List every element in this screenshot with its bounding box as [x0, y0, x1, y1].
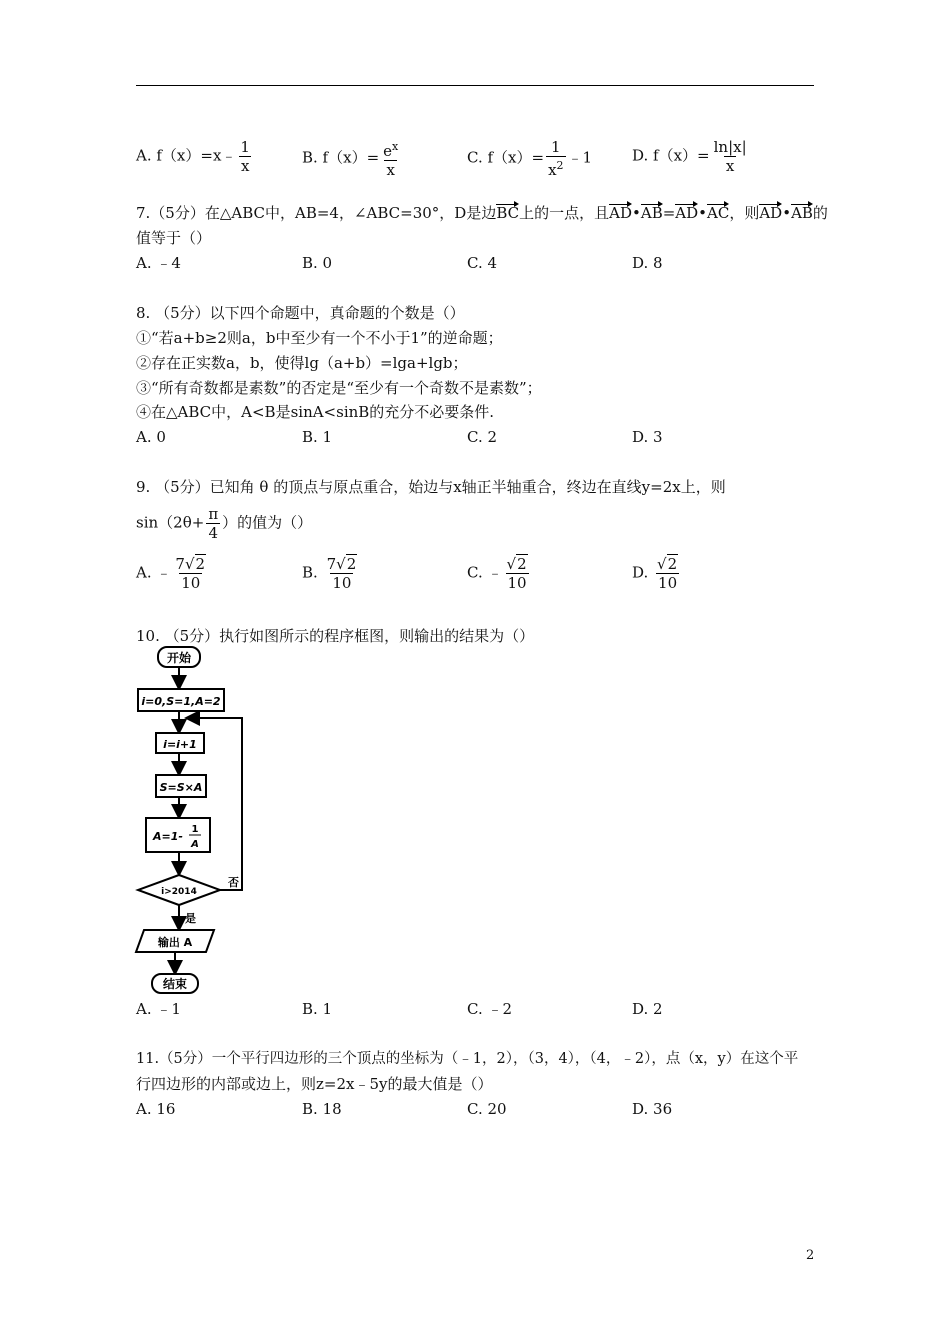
q9-option-c: C. ﹣ $\frac{√2}{10}$: [467, 555, 527, 592]
flow-step2-text: S=S×A: [159, 781, 203, 794]
q9-option-a: A. ﹣ $\frac{7√2}{10}$: [136, 555, 206, 592]
flow-step3-den: A: [191, 839, 199, 850]
flow-start-text: 开始: [166, 651, 192, 665]
vector-bc: BC: [496, 204, 520, 222]
q8-stem: 8. （5分）以下四个命题中，真命题的个数是（）: [136, 304, 465, 322]
flow-output-text: 输出 A: [157, 936, 193, 949]
q10-option-a: A. ﹣1: [136, 1000, 181, 1018]
flow-condition-text: i>2014: [161, 887, 197, 897]
q11-option-c: C. 20: [467, 1100, 507, 1118]
flow-step1-text: i=i+1: [163, 738, 197, 751]
q11-option-b: B. 18: [302, 1100, 342, 1118]
flow-step3-num: 1: [191, 824, 199, 835]
q8-option-d: D. 3: [632, 428, 663, 446]
q7-option-a: A. ﹣4: [136, 254, 181, 272]
q8-item-2: ②存在正实数a，b，使得lg（a+b）=lga+lgb；: [136, 354, 468, 372]
q11-option-a: A. 16: [136, 1100, 176, 1118]
q7-option-d: D. 8: [632, 254, 663, 272]
q7-stem: 7.（5分）在△ABC中，AB=4，∠ABC=30°，D是边BC上的一点，且AD•AB=AD•AC，则AD•AB的: [136, 204, 828, 222]
q7-option-b: B. 0: [302, 254, 333, 272]
header-rule: [136, 85, 814, 86]
q8-option-c: C. 2: [467, 428, 498, 446]
q11-stem-cont: 行四边形的内部或边上，则z=2x﹣5y的最大值是（）: [136, 1075, 493, 1093]
q9-stem: 9. （5分）已知角 θ 的顶点与原点重合，始边与x轴正半轴重合，终边在直线y=2x上，则: [136, 478, 726, 496]
q10-option-d: D. 2: [632, 1000, 663, 1018]
q9-expression: sin（2θ+ $\frac{\pi}{4}$ ）的值为（）: [136, 505, 313, 542]
q9-option-d: D. $\frac{√2}{10}$: [632, 555, 678, 592]
q11-stem: 11.（5分）一个平行四边形的三个顶点的坐标为（﹣1，2），（3，4），（4，﹣2），点（x，y）在这个平: [136, 1051, 799, 1067]
q9-option-b: B. $\frac{7√2}{10}$: [302, 555, 357, 592]
flow-step3-text: A=1-: [153, 830, 183, 843]
q10-flowchart: [130, 645, 260, 995]
q8-option-b: B. 1: [302, 428, 333, 446]
page-number: 2: [806, 1248, 815, 1263]
q10-stem: 10. （5分）执行如图所示的程序框图，则输出的结果为（）: [136, 627, 535, 645]
q8-item-1: ①“若a+b≥2则a，b中至少有一个不小于1”的逆命题；: [136, 329, 503, 347]
q8-item-3: ③“所有奇数都是素数”的否定是“至少有一个奇数不是素数”；: [136, 379, 542, 397]
q7-stem-cont: 值等于（）: [136, 229, 212, 247]
q11-option-d: D. 36: [632, 1100, 673, 1118]
flow-yes-label: 是: [185, 912, 196, 925]
flow-init-text: i=0,S=1,A=2: [141, 695, 221, 708]
q6-option-c: C. f（x）= $\frac{1}{x^2}$ ﹣1: [467, 138, 593, 179]
q7-option-c: C. 4: [467, 254, 498, 272]
q8-option-a: A. 0: [136, 428, 166, 446]
flow-no-label: 否: [228, 876, 239, 889]
q6-option-d: D. f（x）= $\frac{\ln|x|}{x}$: [632, 138, 747, 175]
flow-end-text: 结束: [162, 977, 188, 991]
q10-option-b: B. 1: [302, 1000, 333, 1018]
q6-option-b: B. f（x）= $\frac{e^x}{x}$: [302, 140, 399, 179]
q6-option-a: A. f（x）=x﹣ $\frac{1}{x}$: [136, 138, 250, 175]
q10-option-c: C. ﹣2: [467, 1000, 513, 1018]
q8-item-4: ④在△ABC中，A<B是sinA<sinB的充分不必要条件.: [136, 403, 495, 421]
